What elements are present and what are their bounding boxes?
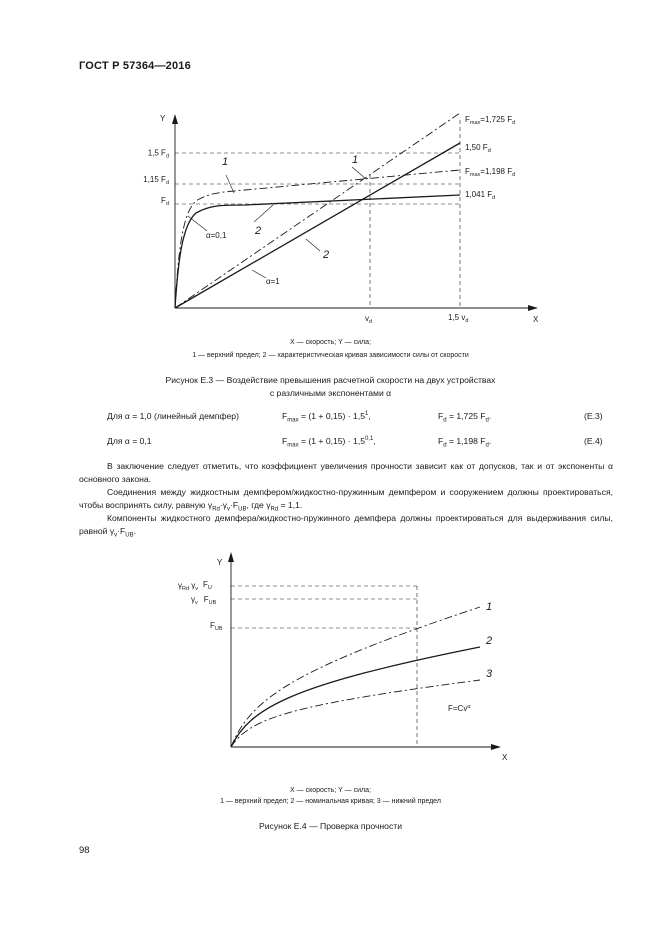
x-axis-label: X — [502, 753, 508, 762]
y-axis-arrow — [228, 552, 234, 562]
figure-e4-caption: Рисунок Е.4 — Проверка прочности — [258, 821, 402, 831]
x-tick-vd: $v_d$ — [365, 314, 373, 325]
curve-number-3: 3 — [486, 668, 493, 680]
equation-e4-label: Для α = 0,1 — [107, 436, 152, 446]
figure-e4-legend-line2: 1 — верхний предел; 2 — номинальная кривая; 3 — нижний предел — [220, 798, 441, 805]
document-header: ГОСТ Р 57364—2016 — [79, 60, 191, 72]
y-tick-gv-fub: $\gamma_v$ $F_{UB}$ — [191, 595, 217, 606]
y-axis-label: Y — [160, 114, 166, 123]
leader-2b — [306, 239, 320, 251]
curve-3-lower — [231, 680, 480, 747]
curve-2-alpha01 — [175, 195, 460, 308]
curve-number-1: 1 — [486, 601, 493, 613]
y-tick-1p5fd: 1,5 $F_d$ — [147, 148, 169, 160]
label-fmax-1198: $F_{max}=1,198$ $F_d$ — [465, 167, 516, 178]
x-axis-label: X — [533, 315, 539, 324]
x-axis-arrow — [491, 744, 501, 750]
y-axis-label: Y — [217, 558, 223, 567]
label-fmax-1725: $F_{max}=1,725$ $F_d$ — [465, 115, 516, 126]
x-tick-1p5vd: 1,5 $v_d$ — [448, 313, 469, 324]
figure-e3-caption-line2: с различными экспонентами α — [269, 388, 392, 398]
x-axis-arrow — [528, 305, 538, 311]
equation-e4-formula: $F_{max} = (1 + 0,15) \cdot 1,5^{0,1}$, — [282, 436, 376, 449]
y-tick-fub: $F_{UB}$ — [210, 621, 223, 632]
equation-e4-result: $F_d = 1,198$ $F_d$. — [438, 436, 492, 449]
label-1041fd: 1,041 $F_d$ — [465, 190, 496, 201]
figure-e3-caption-line1: Рисунок Е.3 — Воздействие превышения расчетной скорости на двух устройствах — [165, 375, 496, 385]
equation-e3-formula: $F_{max} = (1 + 0,15) \cdot 1,5^1$, — [282, 411, 371, 424]
y-axis-arrow — [172, 114, 178, 124]
figure-e3-legend-line2: 1 — верхний предел; 2 — характеристическая кривая зависимости силы от скорости — [192, 352, 469, 359]
paragraph-connections: Соединения между жидкостным демпфером/жидкостно-пружинным демпфером и сооружением должны проектироваться, чтобы воспринять силу, равную $\gamma_{Rd}\cdot\gamma_v\cdot F_{UB}$, где $\gamma_{Rd} = 1,1$. — [79, 487, 613, 513]
curve-number-2b: 2 — [323, 249, 330, 261]
figure-e4-legend-line1: X — скорость; Y — сила; — [290, 787, 371, 794]
figure-e3-plot — [0, 0, 661, 340]
leader-alpha01 — [188, 216, 207, 231]
curve-number-1b: 1 — [352, 154, 359, 166]
alpha-label-01: α=0,1 — [206, 231, 227, 240]
curve-2-alpha1 — [175, 143, 460, 308]
label-1p50fd: 1,50 $F_d$ — [465, 143, 491, 154]
curve-2-nominal — [231, 647, 480, 747]
y-tick-fu: $\gamma_{Rd}$ $\gamma_v$ $F_U$ — [178, 580, 212, 592]
equation-e3-label: Для α = 1,0 (линейный демпфер) — [107, 411, 239, 421]
paragraph-components: Компоненты жидкостного демпфера/жидкостно-пружинного демпфера должны проектироваться для выдерживания силы, равной $\gamma_v\cdot F_{UB}$. — [79, 513, 613, 539]
curve-1-alpha1 — [175, 113, 460, 308]
figure-e3-legend-line1: X — скорость; Y — сила; — [290, 339, 371, 346]
alpha-label-1: α=1 — [266, 277, 280, 286]
leader-1b — [352, 167, 366, 179]
curve-number-2a: 2 — [255, 225, 262, 237]
equation-e3-result: $F_d = 1,725$ $F_d$. — [438, 411, 492, 424]
page-number: 98 — [79, 845, 90, 856]
equation-e4-number: (Е.4) — [584, 436, 603, 446]
curve-number-2: 2 — [486, 635, 493, 647]
y-tick-1p15fd: 1,15 $F_d$ — [143, 175, 169, 186]
figure-e4-plot — [0, 540, 661, 780]
paragraph-conclusion: В заключение следует отметить, что коэффициент увеличения прочности зависит как от допусков, так и от экспоненты α основного закона. — [79, 461, 613, 484]
leader-2a — [254, 205, 273, 222]
y-tick-fd: $F_d$ — [161, 196, 169, 207]
power-law-label: $F=Cv^\alpha$ — [448, 704, 471, 713]
leader-alpha1 — [252, 270, 266, 278]
equation-e3-number: (Е.3) — [584, 411, 603, 421]
curve-number-1a: 1 — [222, 156, 229, 168]
